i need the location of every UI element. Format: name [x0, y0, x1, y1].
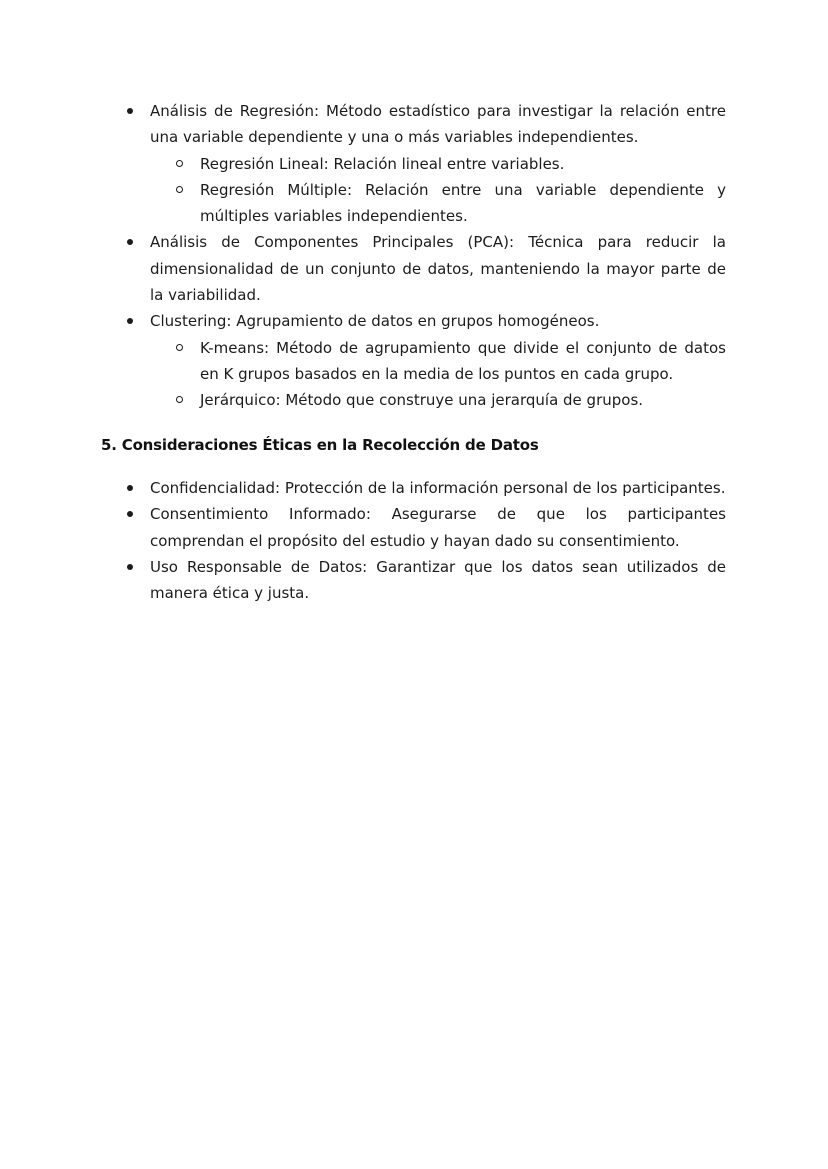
bullet-circle-icon: [176, 160, 183, 167]
sub-list-item: [200, 177, 726, 230]
bullet-disc-icon: [127, 511, 133, 517]
ethics-considerations-list: [0, 475, 726, 606]
list-item: [150, 475, 726, 501]
list-item-text: Clustering: Agrupamiento de datos en grupos homogéneos.: [150, 312, 600, 331]
list-item: [150, 98, 726, 151]
list-item-text: Uso Responsable de Datos: Garantizar que los datos sean utilizados de manera ética y justa.: [150, 557, 726, 603]
analysis-methods-list: [0, 98, 726, 414]
bullet-disc-icon: [127, 239, 133, 245]
sub-list-item-text: Regresión Lineal: Relación lineal entre variables.: [200, 154, 565, 173]
list-item: [150, 554, 726, 607]
list-item-text: Consentimiento Informado: Asegurarse de que los participantes comprendan el propósito del estudio y hayan dado su consentimiento.: [150, 505, 726, 550]
bullet-disc-icon: [127, 108, 133, 114]
bullet-circle-icon: [176, 396, 183, 403]
sub-list-item-text: K-means: Método de agrupamiento que divide el conjunto de datos en K grupos basados en la media de los puntos en cada grupo.: [200, 338, 726, 383]
bullet-disc-icon: [127, 485, 133, 491]
bullet-disc-icon: [127, 318, 133, 324]
bullet-circle-icon: [176, 186, 183, 193]
sub-list-item: [200, 151, 726, 177]
sub-list-item-text: Jerárquico: Método que construye una jerarquía de grupos.: [200, 391, 644, 410]
list-item-text: Análisis de Regresión: Método estadístico para investigar la relación entre una variable dependiente y una o más variables independientes.: [150, 102, 726, 147]
list-item-text: Análisis de Componentes Principales (PCA): Técnica para reducir la dimensionalidad de un conjunto de datos, manteniendo la mayor parte de la variabilidad.: [150, 233, 726, 305]
bullet-circle-icon: [176, 344, 183, 351]
list-item: [150, 308, 726, 334]
bullet-disc-icon: [127, 564, 133, 570]
list-item: [150, 501, 726, 554]
list-item: [150, 229, 726, 308]
list-item-text: Confidencialidad: Protección de la información personal de los participantes.: [150, 479, 726, 497]
sub-list-item: [200, 387, 726, 413]
section-heading: 5. Consideraciones Éticas en la Recolección de Datos: [101, 436, 539, 454]
sub-list-item-text: Regresión Múltiple: Relación entre una variable dependiente y múltiples variables independientes.: [200, 180, 726, 226]
sub-list-item: [200, 335, 726, 388]
